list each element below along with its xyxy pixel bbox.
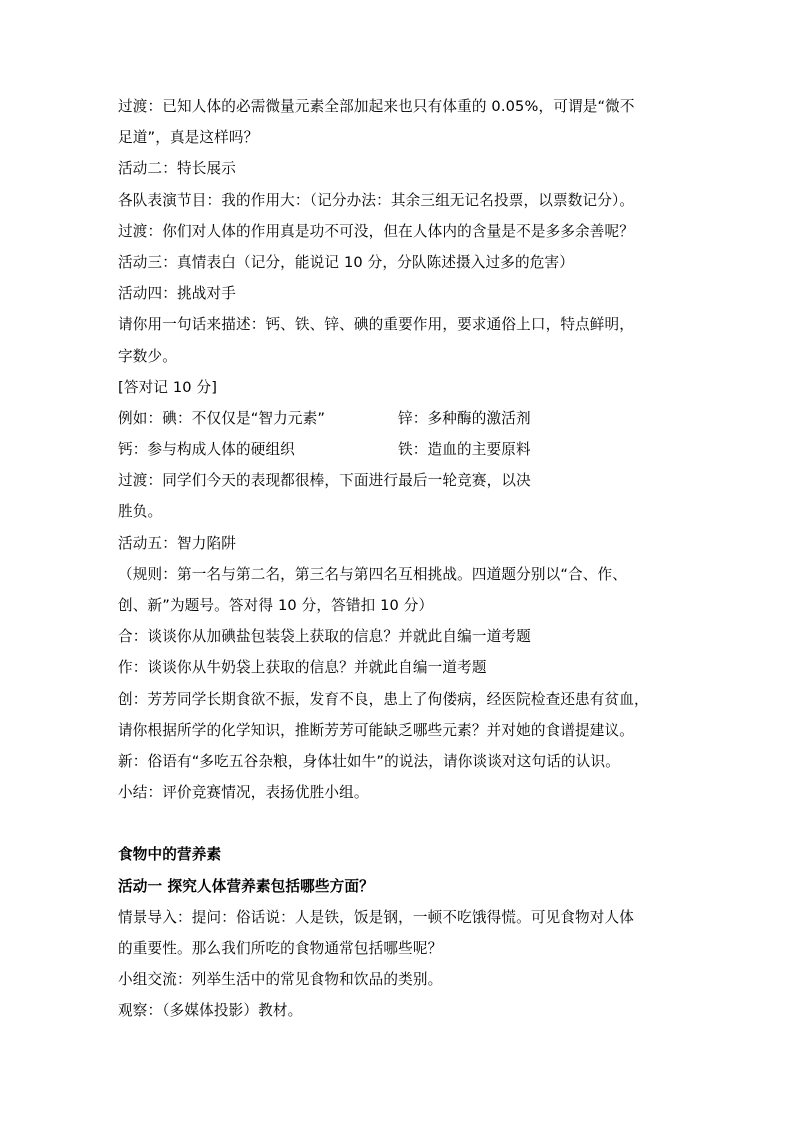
- paragraph-line: 请你用一句话来描述：钙、铁、锌、碘的重要作用，要求通俗上口，特点鲜明，: [118, 316, 635, 334]
- question-he: 合：谈谈你从加碘盐包装袋上获取的信息？并就此自编一道考题: [118, 628, 531, 646]
- scoring-note: [答对记 10 分]: [118, 378, 218, 396]
- rules-line: 创、新”为题号。答对得 10 分，答错扣 10 分）: [118, 597, 434, 614]
- example-zinc: 锌：多种酶的激活剂: [398, 409, 531, 427]
- document-body: [118, 91, 683, 1026]
- activity-heading: 活动三：真情表白（记分，能说记 10 分，分队陈述摄入过多的危害）: [118, 253, 575, 271]
- paragraph-line: 情景导入：提问：俗话说：人是铁，饭是钢，一顿不吃饿得慌。可见食物对人体: [118, 908, 635, 926]
- section-title: 食物中的营养素: [118, 846, 222, 864]
- question-chuang-cont: 请你根据所学的化学知识，推断芳芳可能缺乏哪些元素？并对她的食谱提建议。: [118, 721, 635, 739]
- section-activity-heading: 活动一 探究人体营养素包括哪些方面？: [118, 877, 374, 895]
- question-chuang: 创：芳芳同学长期食欲不振，发育不良，患上了佝偻病，经医院检查还患有贫血，: [118, 690, 649, 708]
- paragraph-line: 胜负。: [118, 503, 163, 521]
- example-iron: 铁：造血的主要原料: [398, 441, 531, 459]
- paragraph-line: 的重要性。那么我们所吃的食物通常包括哪些呢？: [118, 939, 443, 957]
- paragraph-line: 过渡：同学们今天的表现都很棒，下面进行最后一轮竞赛，以决: [118, 472, 531, 490]
- activity-heading: 活动五：智力陷阱: [118, 534, 236, 552]
- section-spacer: [118, 808, 683, 839]
- paragraph-line: 各队表演节目：我的作用大：（记分办法：其余三组无记名投票，以票数记分）。: [118, 191, 635, 209]
- paragraph-line: 过渡：已知人体的必需微量元素全部加起来也只有体重的 0.05%，可谓是“微不: [118, 98, 635, 115]
- question-xin: 新：俗语有“多吃五谷杂粮，身体壮如牛”的说法，请你谈谈对这句话的认识。: [118, 752, 620, 770]
- activity-heading: 活动二：特长展示: [118, 160, 236, 178]
- paragraph-line: 足道”，真是这样吗？: [118, 129, 259, 147]
- paragraph-line: 字数少。: [118, 347, 177, 365]
- question-zuo: 作：谈谈你从牛奶袋上获取的信息？并就此自编一道考题: [118, 659, 487, 677]
- summary-line: 小结：评价竞赛情况，表扬优胜小组。: [118, 784, 369, 802]
- rules-line: （规则：第一名与第二名，第三名与第四名互相挑战。四道题分别以“合、作、: [118, 565, 628, 583]
- paragraph-line: 小组交流：列举生活中的常见食物和饮品的类别。: [118, 971, 443, 989]
- activity-heading: 活动四：挑战对手: [118, 285, 236, 303]
- paragraph-line: 观察：（多媒体投影）教材。: [118, 1002, 303, 1020]
- paragraph-line: 过渡：你们对人体的作用真是功不可没，但在人体内的含量是不是多多余善呢？: [118, 222, 635, 240]
- example-iodine: 例如：碘：不仅仅是“智力元素”: [118, 409, 326, 427]
- example-row: [118, 403, 683, 434]
- example-calcium: 钙：参与构成人体的硬组织: [118, 441, 295, 459]
- example-row: [118, 434, 683, 465]
